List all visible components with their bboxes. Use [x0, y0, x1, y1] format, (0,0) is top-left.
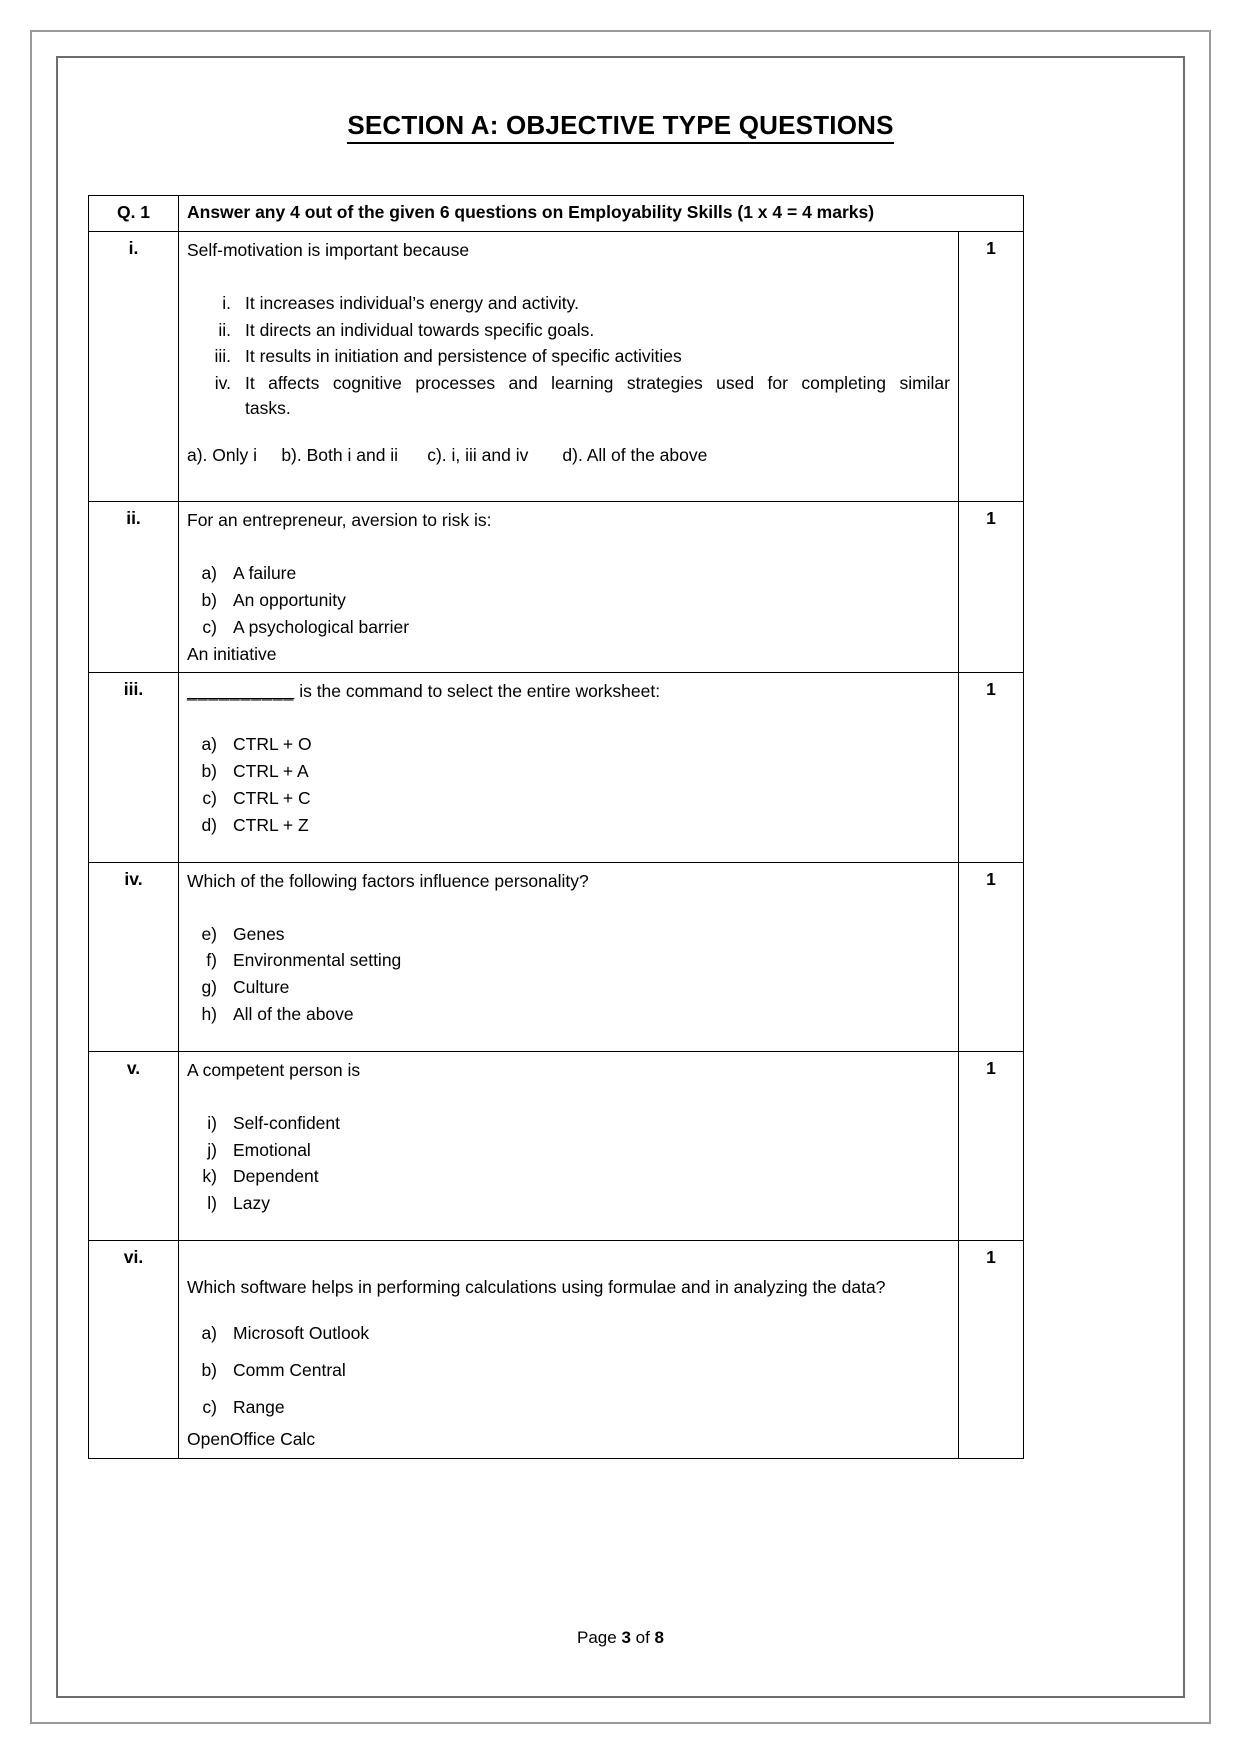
list-item: [187, 371, 950, 421]
spacer: [187, 704, 950, 732]
spacer: [187, 1083, 950, 1111]
option-marker: a): [201, 563, 217, 584]
page-title: [0, 0, 1241, 141]
header-question-number: Q. 1: [89, 196, 179, 232]
option-text: CTRL + O: [233, 734, 312, 755]
question-body: [179, 502, 959, 673]
marks-cell: 1: [959, 862, 1024, 1051]
sub-item-marker: iv.: [214, 373, 231, 394]
option-text: CTRL + Z: [233, 814, 309, 835]
sub-item-text-continued: tasks.: [245, 398, 291, 419]
option-text: Culture: [233, 977, 290, 998]
list-item: [187, 1390, 950, 1425]
list-item: [187, 1164, 950, 1189]
option-text: A failure: [233, 563, 297, 584]
spacer: [187, 1245, 950, 1273]
list-item: [187, 732, 950, 757]
fill-in-blank: __________: [187, 681, 295, 702]
answer-options: [187, 561, 950, 640]
question-stem: Self-motivation is important because: [187, 239, 470, 260]
spacer: [187, 840, 950, 856]
question-body: [179, 1051, 959, 1240]
page-footer: [0, 1628, 1241, 1648]
sub-item-text: It directs an individual towards specific goals.: [245, 319, 595, 340]
marks-cell: 1: [959, 502, 1024, 673]
list-item: [187, 922, 950, 947]
list-item: [187, 588, 950, 613]
list-item: [187, 561, 950, 586]
list-item: [187, 615, 950, 640]
list-item: [187, 1111, 950, 1136]
question-stem: Which of the following factors influence personality?: [187, 870, 589, 891]
page-title-text: SECTION A: OBJECTIVE TYPE QUESTIONS: [347, 110, 893, 144]
option-marker: c): [202, 788, 217, 808]
footer-middle: of: [630, 1628, 655, 1647]
option-text: Genes: [233, 923, 285, 944]
option-marker: d): [201, 814, 217, 835]
question-stem: A competent person is: [187, 1059, 361, 1080]
answer-options: [187, 1316, 950, 1425]
list-item: [187, 291, 950, 316]
sub-item-text: It affects cognitive processes and learning strategies used for completing similar: [245, 373, 950, 394]
answer-options: [187, 732, 950, 837]
option-text-unmarked: OpenOffice Calc: [187, 1428, 316, 1449]
option-text: Range: [233, 1396, 285, 1417]
answer-options: [187, 922, 950, 1027]
table-header-row: [89, 196, 1024, 232]
question-stem-line: [187, 679, 950, 704]
list-item: [187, 1191, 950, 1216]
option-text: Microsoft Outlook: [233, 1322, 370, 1343]
option-marker: j): [207, 1139, 217, 1160]
spacer: [187, 263, 950, 291]
option-marker: e): [201, 923, 217, 944]
list-item: [187, 759, 950, 784]
option-text: Self-confident: [233, 1112, 341, 1133]
header-instruction: Answer any 4 out of the given 6 questions on Employability Skills (1 x 4 = 4 marks): [179, 196, 1024, 232]
table-row: [89, 1241, 1024, 1459]
spacer: [187, 1029, 950, 1045]
spacer: [187, 533, 950, 561]
spacer: [187, 894, 950, 922]
marks-cell: 1: [959, 673, 1024, 862]
option-marker: c): [202, 1396, 217, 1417]
list-item: [187, 1353, 950, 1388]
option-marker: h): [201, 1004, 217, 1025]
question-number: vi.: [89, 1241, 179, 1459]
list-item: [187, 1316, 950, 1351]
marks-cell: 1: [959, 231, 1024, 501]
questions-table: [88, 195, 1024, 1459]
option-text: A psychological barrier: [233, 616, 410, 637]
table-row: [89, 231, 1024, 501]
option-text: Environmental setting: [233, 950, 402, 971]
sub-item-text: It increases individual’s energy and activity.: [245, 292, 579, 313]
spacer: [187, 423, 950, 439]
list-item: [187, 948, 950, 973]
option-text-unmarked: An initiative: [187, 643, 277, 664]
footer-total-pages: 8: [654, 1628, 664, 1647]
question-stem: For an entrepreneur, aversion to risk is:: [187, 510, 492, 531]
question-stem: is the command to select the entire worksheet:: [294, 681, 661, 702]
table-row: [89, 1051, 1024, 1240]
list-item: [187, 318, 950, 343]
option-marker: b): [201, 589, 217, 610]
question-sub-items: [187, 291, 950, 421]
question-number: iii.: [89, 673, 179, 862]
option-marker: k): [202, 1166, 217, 1187]
question-body: [179, 231, 959, 501]
sub-item-marker: ii.: [218, 319, 231, 340]
option-marker: b): [201, 761, 217, 782]
option-marker: i): [207, 1112, 217, 1133]
option-marker: f): [206, 950, 217, 971]
footer-page-number: 3: [621, 1628, 631, 1647]
sub-item-marker: iii.: [214, 346, 231, 367]
option-text: Emotional: [233, 1139, 311, 1160]
spacer: [187, 485, 950, 495]
question-body: [179, 1241, 959, 1459]
option-marker: a): [201, 734, 217, 755]
option-text: CTRL + C: [233, 788, 311, 808]
option-text: Dependent: [233, 1166, 319, 1187]
option-text: An opportunity: [233, 589, 346, 610]
option-marker: a): [201, 1322, 217, 1343]
sub-item-marker: i.: [222, 292, 231, 313]
list-item: [187, 786, 950, 811]
question-body: [179, 862, 959, 1051]
marks-cell: 1: [959, 1241, 1024, 1459]
table-row: [89, 502, 1024, 673]
option-marker: c): [202, 616, 217, 637]
footer-prefix: Page: [577, 1628, 622, 1647]
option-marker: b): [201, 1359, 217, 1380]
question-number: i.: [89, 231, 179, 501]
sub-item-text: It results in initiation and persistence of specific activities: [245, 346, 682, 367]
question-number: ii.: [89, 502, 179, 673]
marks-cell: 1: [959, 1051, 1024, 1240]
list-item: [187, 975, 950, 1000]
option-text: Lazy: [233, 1193, 270, 1214]
option-text: CTRL + A: [233, 761, 309, 782]
option-marker: g): [201, 977, 217, 998]
question-body: [179, 673, 959, 862]
sub-item-text-wrap: [245, 371, 950, 421]
answer-options: [187, 1111, 950, 1216]
option-text: Comm Central: [233, 1359, 346, 1380]
list-item: [187, 344, 950, 369]
list-item: [187, 1002, 950, 1027]
option-marker: l): [207, 1193, 217, 1214]
question-stem: Which software helps in performing calculations using formulae and in analyzing the data?: [187, 1277, 886, 1298]
list-item: [187, 1138, 950, 1163]
table-row: [89, 862, 1024, 1051]
list-item: [187, 813, 950, 838]
inline-answer-options: a). Only i b). Both i and ii c). i, iii and iv d). All of the above: [187, 444, 708, 465]
question-number: v.: [89, 1051, 179, 1240]
question-number: iv.: [89, 862, 179, 1051]
option-text: All of the above: [233, 1004, 354, 1025]
spacer: [187, 1300, 950, 1316]
table-row: [89, 673, 1024, 862]
spacer: [187, 1218, 950, 1234]
